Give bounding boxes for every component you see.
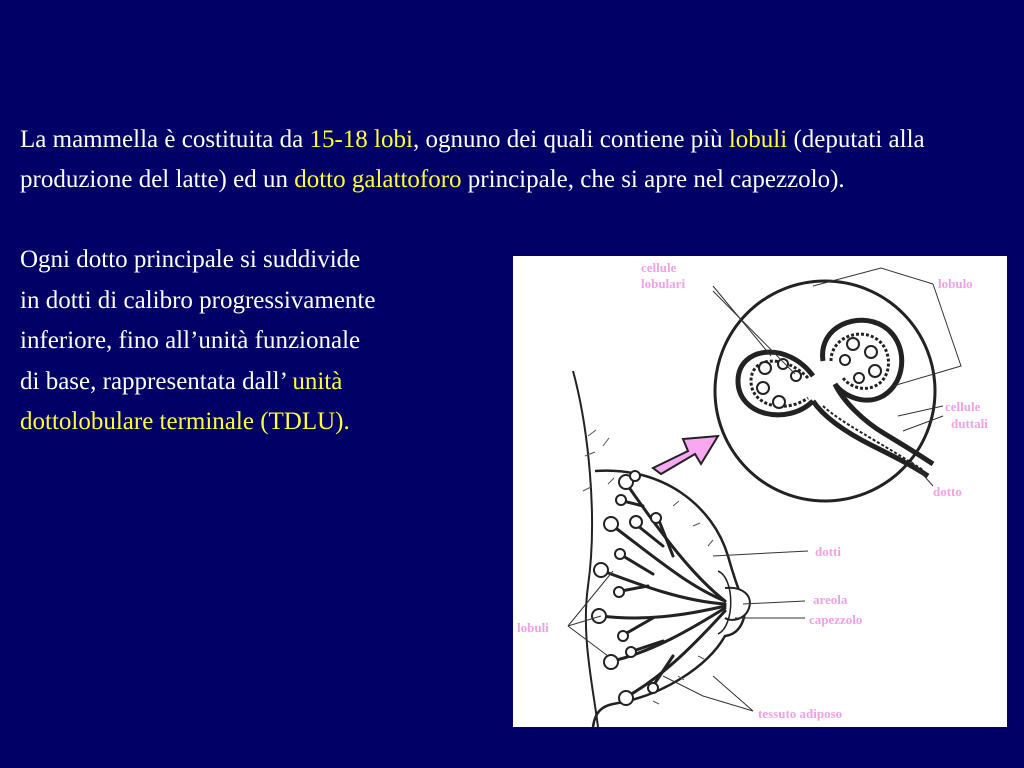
highlight-dotto-galattoforo: dotto galattoforo — [294, 166, 462, 193]
intro-text-1: La mammella è costituita da — [20, 126, 310, 153]
label-cellule-lobulari-1: cellule — [641, 260, 677, 275]
highlight-lobuli: lobuli — [728, 126, 788, 153]
detail-line-4: di base, rappresentata dall’ — [20, 367, 293, 395]
highlight-unita: unità — [292, 367, 343, 395]
intro-text-2: , ognuno dei quali contiene più — [412, 126, 729, 153]
label-lobulo: lobulo — [938, 276, 973, 291]
intro-text-3: (deputati alla produzione del latte) ed un — [20, 126, 925, 193]
zoom-arrow — [653, 436, 718, 474]
label-capezzolo: capezzolo — [809, 612, 863, 627]
detail-line-1: Ogni dotto principale si suddivide — [20, 246, 361, 273]
label-cellule-duttali-2: duttali — [951, 416, 988, 431]
breast-anatomy-diagram — [513, 256, 1007, 727]
highlight-lobi: 15-18 lobi — [309, 126, 413, 153]
label-dotti: dotti — [815, 544, 841, 559]
label-cellule-duttali-1: cellule — [945, 399, 981, 414]
label-dotto: dotto — [933, 484, 962, 499]
detail-line-2: in dotti di calibro progressivamente — [20, 286, 376, 314]
highlight-tdlu: dottolobulare terminale (TDLU). — [20, 408, 350, 435]
breast-anatomy-figure — [513, 256, 1007, 727]
detail-line-3: inferiore, fino all’unità funzionale — [20, 327, 361, 354]
label-cellule-lobulari-2: lobulari — [641, 276, 686, 291]
detail-paragraph — [20, 240, 510, 443]
label-areola: areola — [813, 592, 848, 607]
magnified-circle — [715, 281, 935, 501]
label-tessuto-adiposo: tessuto adiposo — [758, 706, 843, 721]
intro-paragraph — [20, 120, 1010, 200]
intro-text-4: principale, che si apre nel capezzolo). — [461, 166, 845, 193]
label-lobuli: lobuli — [517, 620, 549, 635]
chest-wall-line — [573, 371, 598, 727]
